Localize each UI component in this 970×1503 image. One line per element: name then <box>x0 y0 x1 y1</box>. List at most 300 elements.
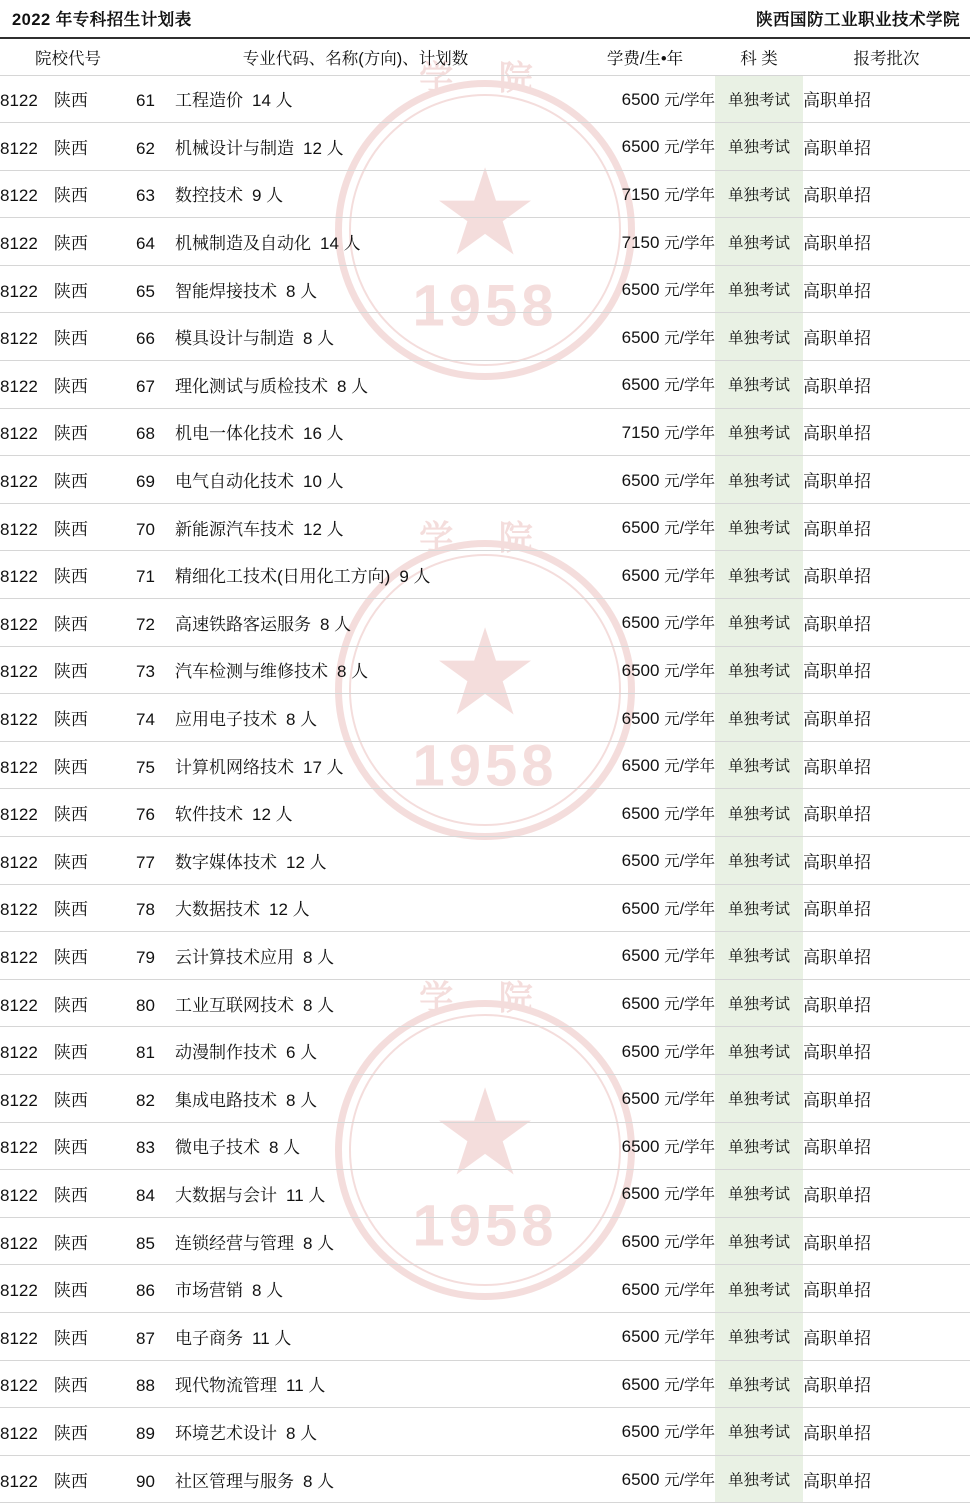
cell-major <box>136 313 575 361</box>
cell-major <box>136 551 575 599</box>
major-name: 精细化工技术(日用化工方向) <box>175 567 391 587</box>
cell-tuition <box>575 789 715 837</box>
institution-number: 8122 <box>0 947 38 967</box>
plan-quota: 9 人 <box>252 186 284 206</box>
cell-major <box>136 123 575 171</box>
tuition-amount: 6500 <box>621 470 660 490</box>
major-code: 67 <box>136 376 155 396</box>
plan-quota: 12 人 <box>286 852 327 872</box>
table-row <box>0 1455 970 1503</box>
cell-exam-type: 单独考试 <box>715 837 803 885</box>
cell-institution-code <box>0 1122 136 1170</box>
institution-number: 8122 <box>0 186 38 206</box>
cell-tuition <box>575 313 715 361</box>
tuition-amount: 6500 <box>621 613 660 633</box>
province-label: 陕西 <box>53 1376 88 1396</box>
institution-number: 8122 <box>0 281 38 301</box>
institution-number: 8122 <box>0 1281 38 1301</box>
cell-major <box>136 1408 575 1456</box>
cell-major <box>136 1170 575 1218</box>
cell-tuition <box>575 1455 715 1503</box>
institution-number: 8122 <box>0 1043 38 1063</box>
plan-quota: 12 人 <box>303 138 344 158</box>
cell-exam-type: 单独考试 <box>715 503 803 551</box>
cell-institution-code <box>0 408 136 456</box>
table-row <box>0 789 970 837</box>
table-row <box>0 1074 970 1122</box>
cell-application-batch: 高职单招 <box>803 1217 970 1265</box>
cell-exam-type: 单独考试 <box>715 1360 803 1408</box>
institution-number: 8122 <box>0 472 38 492</box>
tuition-unit: 元/学年 <box>664 139 715 157</box>
cell-major <box>136 741 575 789</box>
tuition-amount: 7150 <box>621 422 660 442</box>
cell-exam-type: 单独考试 <box>715 408 803 456</box>
major-code: 88 <box>136 1376 155 1396</box>
cell-application-batch: 高职单招 <box>803 789 970 837</box>
column-header-type: 科 类 <box>715 39 803 75</box>
tuition-amount: 6500 <box>621 327 660 347</box>
institution-number: 8122 <box>0 1138 38 1158</box>
province-label: 陕西 <box>53 662 88 682</box>
tuition-amount: 6500 <box>621 1279 660 1299</box>
province-label: 陕西 <box>53 138 88 158</box>
major-name: 工业互联网技术 <box>175 995 294 1015</box>
cell-institution-code <box>0 599 136 647</box>
plan-quota: 12 人 <box>252 805 293 825</box>
cell-application-batch: 高职单招 <box>803 932 970 980</box>
major-code: 81 <box>136 1043 155 1063</box>
institution-number: 8122 <box>0 900 38 920</box>
table-row <box>0 979 970 1027</box>
cell-application-batch: 高职单招 <box>803 361 970 409</box>
cell-tuition <box>575 551 715 599</box>
major-name: 机械设计与制造 <box>175 138 294 158</box>
cell-application-batch: 高职单招 <box>803 1312 970 1360</box>
cell-application-batch: 高职单招 <box>803 456 970 504</box>
institution-number: 8122 <box>0 614 38 634</box>
institution-number: 8122 <box>0 567 38 587</box>
cell-major <box>136 218 575 266</box>
cell-tuition <box>575 218 715 266</box>
cell-exam-type: 单独考试 <box>715 456 803 504</box>
province-label: 陕西 <box>53 376 88 396</box>
cell-tuition <box>575 408 715 456</box>
plan-quota: 8 人 <box>252 1281 284 1301</box>
major-code: 87 <box>136 1328 155 1348</box>
tuition-unit: 元/学年 <box>664 1234 715 1252</box>
cell-application-batch: 高职单招 <box>803 884 970 932</box>
province-label: 陕西 <box>53 900 88 920</box>
plan-quota: 8 人 <box>286 281 318 301</box>
major-name: 应用电子技术 <box>175 710 277 730</box>
tuition-unit: 元/学年 <box>664 377 715 395</box>
major-code: 75 <box>136 757 155 777</box>
tuition-amount: 6500 <box>621 518 660 538</box>
table-row <box>0 741 970 789</box>
major-name: 汽车检测与维修技术 <box>175 662 328 682</box>
plan-quota: 8 人 <box>303 1233 335 1253</box>
cell-institution-code <box>0 741 136 789</box>
table-row <box>0 265 970 313</box>
cell-tuition <box>575 1265 715 1313</box>
cell-tuition <box>575 456 715 504</box>
institution-number: 8122 <box>0 234 38 254</box>
cell-institution-code <box>0 361 136 409</box>
tuition-amount: 6500 <box>621 803 660 823</box>
watermark-year: 1958 <box>412 733 558 799</box>
column-header-major: 专业代码、名称(方向)、计划数 <box>136 39 575 75</box>
major-code: 71 <box>136 567 155 587</box>
cell-institution-code <box>0 170 136 218</box>
cell-institution-code <box>0 1074 136 1122</box>
cell-tuition <box>575 123 715 171</box>
cell-tuition <box>575 1122 715 1170</box>
tuition-unit: 元/学年 <box>664 758 715 776</box>
province-label: 陕西 <box>53 91 88 111</box>
star-icon: ★ <box>431 146 539 281</box>
cell-exam-type: 单独考试 <box>715 884 803 932</box>
province-label: 陕西 <box>53 710 88 730</box>
tuition-amount: 6500 <box>621 137 660 157</box>
plan-quota: 8 人 <box>337 662 369 682</box>
plan-quota: 8 人 <box>320 614 352 634</box>
major-code: 90 <box>136 1471 155 1491</box>
province-label: 陕西 <box>53 852 88 872</box>
tuition-unit: 元/学年 <box>664 520 715 538</box>
document-header <box>0 0 970 39</box>
major-code: 69 <box>136 472 155 492</box>
cell-major <box>136 837 575 885</box>
cell-exam-type: 单独考试 <box>715 1265 803 1313</box>
cell-application-batch: 高职单招 <box>803 1027 970 1075</box>
tuition-amount: 6500 <box>621 1470 660 1490</box>
cell-tuition <box>575 599 715 647</box>
cell-institution-code <box>0 1455 136 1503</box>
cell-tuition <box>575 741 715 789</box>
cell-major <box>136 408 575 456</box>
tuition-amount: 6500 <box>621 375 660 395</box>
institution-number: 8122 <box>0 710 38 730</box>
major-code: 82 <box>136 1090 155 1110</box>
cell-major <box>136 75 575 123</box>
major-name: 微电子技术 <box>175 1138 260 1158</box>
table-row <box>0 1312 970 1360</box>
cell-major <box>136 1360 575 1408</box>
table-row <box>0 218 970 266</box>
major-name: 云计算技术应用 <box>175 947 294 967</box>
major-name: 机电一体化技术 <box>175 424 294 444</box>
tuition-amount: 6500 <box>621 946 660 966</box>
tuition-amount: 6500 <box>621 1089 660 1109</box>
tuition-unit: 元/学年 <box>664 805 715 823</box>
tuition-unit: 元/学年 <box>664 1329 715 1347</box>
tuition-unit: 元/学年 <box>664 234 715 252</box>
table-row <box>0 932 970 980</box>
table-row <box>0 170 970 218</box>
watermark-top-text: 学 院 <box>419 979 551 1018</box>
cell-exam-type: 单独考试 <box>715 599 803 647</box>
tuition-unit: 元/学年 <box>664 1472 715 1490</box>
cell-tuition <box>575 503 715 551</box>
plan-quota: 11 人 <box>286 1376 326 1396</box>
cell-institution-code <box>0 884 136 932</box>
institution-number: 8122 <box>0 1376 38 1396</box>
province-label: 陕西 <box>53 186 88 206</box>
major-code: 73 <box>136 662 155 682</box>
cell-application-batch: 高职单招 <box>803 170 970 218</box>
major-name: 大数据与会计 <box>175 1185 277 1205</box>
table-row <box>0 1027 970 1075</box>
major-name: 高速铁路客运服务 <box>175 614 311 634</box>
cell-application-batch: 高职单招 <box>803 599 970 647</box>
major-code: 77 <box>136 852 155 872</box>
plan-quota: 8 人 <box>286 1423 318 1443</box>
major-code: 83 <box>136 1138 155 1158</box>
major-code: 89 <box>136 1423 155 1443</box>
cell-institution-code <box>0 932 136 980</box>
tuition-unit: 元/学年 <box>664 1186 715 1204</box>
cell-tuition <box>575 884 715 932</box>
plan-quota: 8 人 <box>303 1471 335 1491</box>
major-name: 环境艺术设计 <box>175 1423 277 1443</box>
table-row <box>0 408 970 456</box>
major-code: 63 <box>136 186 155 206</box>
plan-quota: 8 人 <box>303 995 335 1015</box>
cell-exam-type: 单独考试 <box>715 1455 803 1503</box>
plan-quota: 10 人 <box>303 472 344 492</box>
table-body <box>0 75 970 1503</box>
cell-application-batch: 高职单招 <box>803 1122 970 1170</box>
major-code: 68 <box>136 424 155 444</box>
plan-quota: 8 人 <box>337 376 369 396</box>
major-code: 85 <box>136 1233 155 1253</box>
plan-quota: 8 人 <box>286 710 318 730</box>
tuition-unit: 元/学年 <box>664 662 715 680</box>
province-label: 陕西 <box>53 1138 88 1158</box>
cell-exam-type: 单独考试 <box>715 646 803 694</box>
cell-exam-type: 单独考试 <box>715 218 803 266</box>
institution-number: 8122 <box>0 1090 38 1110</box>
cell-application-batch: 高职单招 <box>803 837 970 885</box>
institution-number: 8122 <box>0 1233 38 1253</box>
cell-major <box>136 1074 575 1122</box>
major-name: 智能焊接技术 <box>175 281 277 301</box>
tuition-amount: 6500 <box>621 565 660 585</box>
major-name: 新能源汽车技术 <box>175 519 294 539</box>
province-label: 陕西 <box>53 614 88 634</box>
major-code: 78 <box>136 900 155 920</box>
cell-institution-code <box>0 313 136 361</box>
school-name: 陕西国防工业职业技术学院 <box>756 11 960 29</box>
cell-major <box>136 979 575 1027</box>
table-row <box>0 837 970 885</box>
tuition-amount: 6500 <box>621 756 660 776</box>
plan-quota: 11 人 <box>286 1185 326 1205</box>
cell-application-batch: 高职单招 <box>803 123 970 171</box>
tuition-unit: 元/学年 <box>664 853 715 871</box>
cell-application-batch: 高职单招 <box>803 551 970 599</box>
tuition-unit: 元/学年 <box>664 1424 715 1442</box>
major-name: 连锁经营与管理 <box>175 1233 294 1253</box>
cell-tuition <box>575 170 715 218</box>
cell-application-batch: 高职单招 <box>803 265 970 313</box>
tuition-unit: 元/学年 <box>664 1281 715 1299</box>
table-row <box>0 599 970 647</box>
institution-number: 8122 <box>0 1423 38 1443</box>
table-row <box>0 1265 970 1313</box>
tuition-amount: 6500 <box>621 89 660 109</box>
cell-application-batch: 高职单招 <box>803 218 970 266</box>
institution-number: 8122 <box>0 1328 38 1348</box>
table-row <box>0 884 970 932</box>
province-label: 陕西 <box>53 805 88 825</box>
column-header-code: 院校代号 <box>0 39 136 75</box>
province-label: 陕西 <box>53 567 88 587</box>
cell-institution-code <box>0 1170 136 1218</box>
cell-application-batch: 高职单招 <box>803 1408 970 1456</box>
cell-application-batch: 高职单招 <box>803 313 970 361</box>
province-label: 陕西 <box>53 234 88 254</box>
tuition-unit: 元/学年 <box>664 948 715 966</box>
province-label: 陕西 <box>53 947 88 967</box>
province-label: 陕西 <box>53 472 88 492</box>
cell-institution-code <box>0 789 136 837</box>
cell-application-batch: 高职单招 <box>803 1360 970 1408</box>
tuition-amount: 6500 <box>621 1041 660 1061</box>
major-code: 72 <box>136 614 155 634</box>
plan-quota: 12 人 <box>303 519 344 539</box>
cell-institution-code <box>0 123 136 171</box>
major-name: 电气自动化技术 <box>175 472 294 492</box>
cell-institution-code <box>0 551 136 599</box>
table-row <box>0 361 970 409</box>
cell-major <box>136 599 575 647</box>
star-icon: ★ <box>431 1066 539 1201</box>
table-header-row <box>0 39 970 75</box>
province-label: 陕西 <box>53 1185 88 1205</box>
cell-exam-type: 单独考试 <box>715 1408 803 1456</box>
cell-major <box>136 1217 575 1265</box>
province-label: 陕西 <box>53 757 88 777</box>
major-code: 70 <box>136 519 155 539</box>
tuition-unit: 元/学年 <box>664 91 715 109</box>
column-header-fee: 学费/生•年 <box>575 39 715 75</box>
cell-exam-type: 单独考试 <box>715 789 803 837</box>
cell-tuition <box>575 265 715 313</box>
cell-exam-type: 单独考试 <box>715 551 803 599</box>
tuition-unit: 元/学年 <box>664 329 715 347</box>
major-name: 动漫制作技术 <box>175 1043 277 1063</box>
cell-institution-code <box>0 503 136 551</box>
cell-major <box>136 456 575 504</box>
major-name: 数控技术 <box>175 186 243 206</box>
major-code: 62 <box>136 138 155 158</box>
province-label: 陕西 <box>53 1328 88 1348</box>
tuition-unit: 元/学年 <box>664 282 715 300</box>
watermark-top-text: 学 院 <box>419 59 551 98</box>
cell-exam-type: 单独考试 <box>715 1074 803 1122</box>
tuition-unit: 元/学年 <box>664 1376 715 1394</box>
cell-application-batch: 高职单招 <box>803 1074 970 1122</box>
cell-tuition <box>575 1074 715 1122</box>
plan-quota: 9 人 <box>399 567 431 587</box>
province-label: 陕西 <box>53 1043 88 1063</box>
cell-major <box>136 1312 575 1360</box>
cell-application-batch: 高职单招 <box>803 503 970 551</box>
cell-tuition <box>575 1170 715 1218</box>
star-icon: ★ <box>431 606 539 741</box>
tuition-unit: 元/学年 <box>664 1091 715 1109</box>
province-label: 陕西 <box>53 519 88 539</box>
tuition-unit: 元/学年 <box>664 472 715 490</box>
province-label: 陕西 <box>53 1423 88 1443</box>
cell-institution-code <box>0 265 136 313</box>
cell-institution-code <box>0 1217 136 1265</box>
table-row <box>0 694 970 742</box>
table-row <box>0 1360 970 1408</box>
tuition-amount: 7150 <box>621 232 660 252</box>
cell-major <box>136 1027 575 1075</box>
cell-exam-type: 单独考试 <box>715 265 803 313</box>
tuition-unit: 元/学年 <box>664 710 715 728</box>
major-code: 86 <box>136 1281 155 1301</box>
major-name: 集成电路技术 <box>175 1090 277 1110</box>
major-name: 社区管理与服务 <box>175 1471 294 1491</box>
cell-tuition <box>575 1408 715 1456</box>
table-row <box>0 646 970 694</box>
cell-major <box>136 1265 575 1313</box>
cell-exam-type: 单独考试 <box>715 1027 803 1075</box>
table-row <box>0 551 970 599</box>
cell-application-batch: 高职单招 <box>803 1170 970 1218</box>
major-name: 工程造价 <box>175 91 243 111</box>
plan-quota: 8 人 <box>303 329 335 349</box>
plan-quota: 14 人 <box>320 234 361 254</box>
cell-major <box>136 1122 575 1170</box>
institution-number: 8122 <box>0 662 38 682</box>
cell-application-batch: 高职单招 <box>803 408 970 456</box>
cell-tuition <box>575 694 715 742</box>
major-code: 66 <box>136 329 155 349</box>
cell-institution-code <box>0 218 136 266</box>
plan-quota: 12 人 <box>269 900 310 920</box>
tuition-unit: 元/学年 <box>664 424 715 442</box>
table-row <box>0 503 970 551</box>
cell-major <box>136 789 575 837</box>
province-label: 陕西 <box>53 1471 88 1491</box>
cell-tuition <box>575 361 715 409</box>
institution-number: 8122 <box>0 519 38 539</box>
cell-tuition <box>575 1360 715 1408</box>
major-code: 61 <box>136 91 155 111</box>
watermark-year: 1958 <box>412 273 558 339</box>
plan-quota: 8 人 <box>303 947 335 967</box>
cell-major <box>136 265 575 313</box>
major-code: 65 <box>136 281 155 301</box>
institution-number: 8122 <box>0 376 38 396</box>
plan-quota: 6 人 <box>286 1043 318 1063</box>
cell-institution-code <box>0 456 136 504</box>
tuition-amount: 7150 <box>621 184 660 204</box>
province-label: 陕西 <box>53 329 88 349</box>
page-title: 2022 年专科招生计划表 <box>12 11 192 29</box>
tuition-unit: 元/学年 <box>664 996 715 1014</box>
cell-application-batch: 高职单招 <box>803 1455 970 1503</box>
cell-major <box>136 694 575 742</box>
tuition-amount: 6500 <box>621 1374 660 1394</box>
plan-quota: 17 人 <box>303 757 344 777</box>
